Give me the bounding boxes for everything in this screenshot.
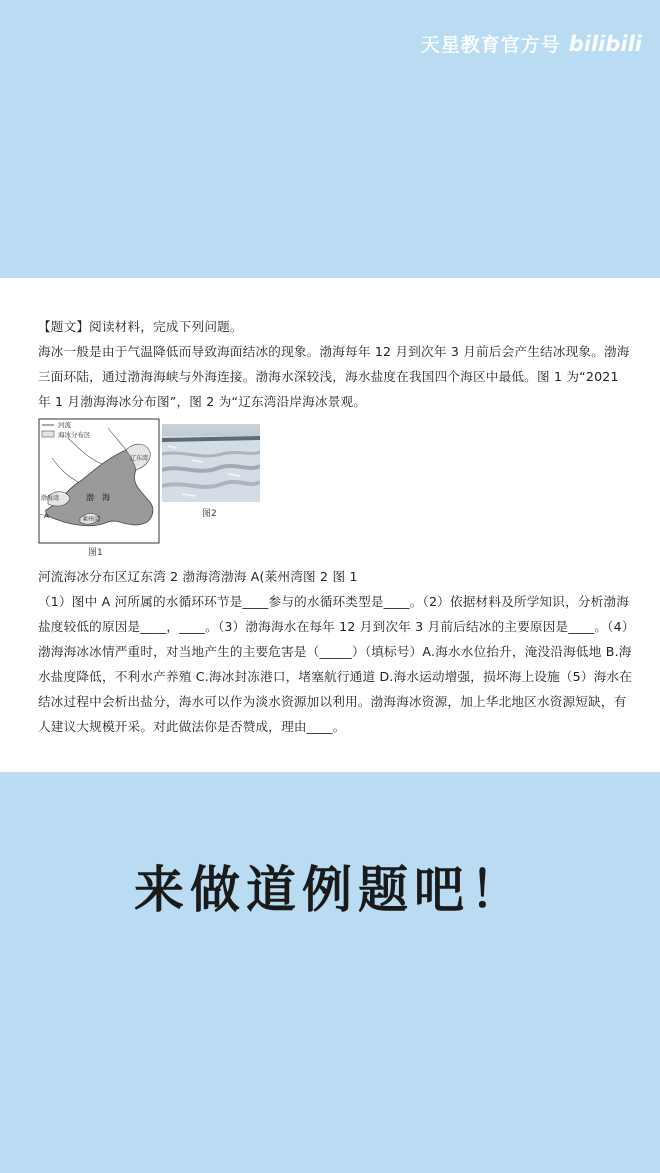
label-a: A [44, 512, 49, 520]
figure2-caption: 图2 [202, 509, 217, 519]
channel-watermark [421, 30, 642, 57]
legend-river: 河流 [58, 421, 71, 429]
figure1-map [38, 418, 160, 544]
figure-text-line: 河流海冰分布区辽东湾 2 渤海湾渤海 A(莱州湾图 2 图 1 [38, 569, 358, 584]
label-bohaiwan: 渤海湾 [41, 495, 60, 502]
channel-name: 天星教育官方号 [420, 34, 561, 56]
label-laizhou: 莱州湾 [82, 516, 101, 523]
question-document [0, 278, 660, 772]
question-title: 【题文】阅读材料，完成下列问题。 [38, 319, 243, 334]
label-liaodong: 辽东湾 [130, 455, 149, 462]
label-bohai: 渤 海 [86, 493, 110, 502]
cta-heading: 来做道例题吧！ [134, 861, 526, 919]
figure1-caption: 图1 [88, 548, 103, 558]
legend-ice: 海冰分布区 [58, 431, 91, 439]
question-intro: 海冰一般是由于气温降低而导致海面结冰的现象。渤海每年 12 月到次年 3 月前后会产生结冰现象。渤海三面环陆，通过渤海海峡与外海连接。渤海水深较浅，海水盐度在我国四个海区中最低。图 1 为“2021 年 1 月渤海海冰分布图”，图 2 为“辽东湾沿岸海冰景观。 [38, 344, 630, 409]
question-items: （1）图中 A 河所属的水循环环节是____参与的水循环类型是____。（2）依据材料及所学知识，分析渤海盐度较低的原因是____，____。（3）渤海海水在每年 12 月到次年 3 月前后结冰的主要原因是____。（4）渤海海冰冰情严重时，对当地产生的主要危害是（_____）（填标号）A.海水水位抬升，淹没沿海低地 B.海水盐度降低，不利水产养殖 C.海冰封冻港口，堵塞航行通道 D.海水运动增强，损坏海上设施（5）海水在结冰过程中会析出盐分，海水可以作为淡水资源加以利用。渤海海冰资源，加上华北地区水资源短缺，有人建议大规模开采。对此做法你是否赞成，理由____。 [38, 594, 633, 734]
bilibili-logo: bilibili [568, 31, 642, 56]
figure2-ice-photo [162, 424, 260, 502]
figures [38, 418, 634, 564]
